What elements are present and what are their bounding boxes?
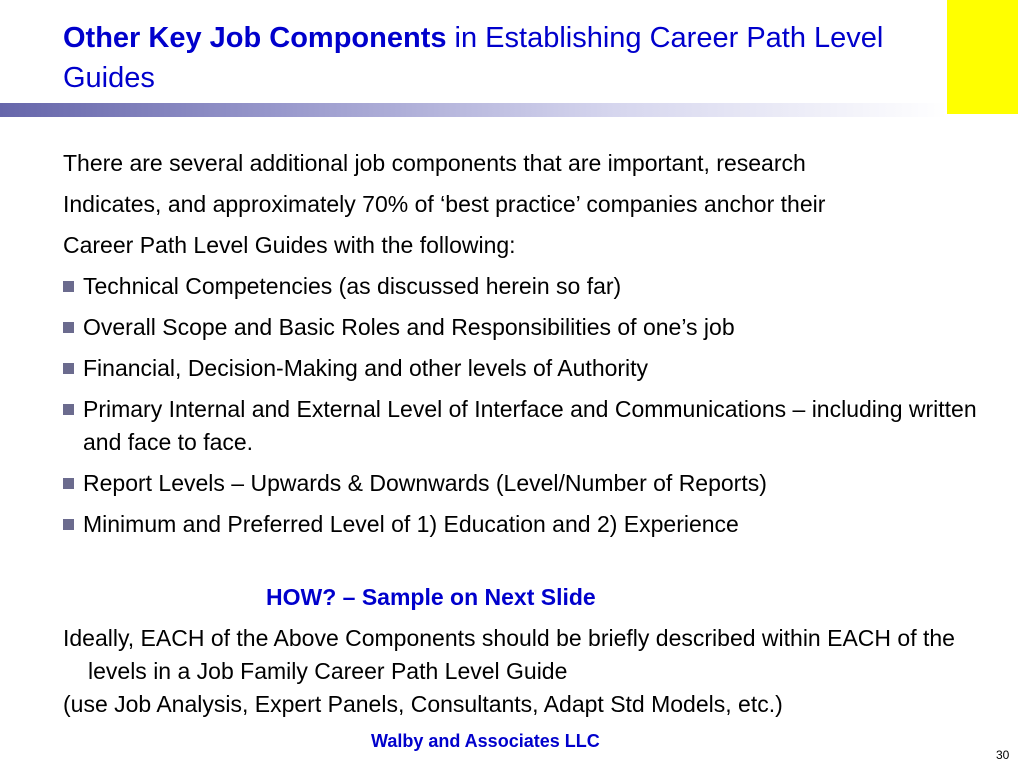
page-number: 30: [996, 748, 1010, 762]
ideally-paragraph: Ideally, EACH of the Above Components should be briefly described within EACH of the levels in a Job Family Career Path Level Guide: [63, 625, 955, 684]
bullet-text: Financial, Decision-Making and other levels of Authority: [83, 355, 649, 381]
intro-line-3: Career Path Level Guides with the following:: [63, 232, 516, 258]
bullet-item: [63, 307, 1018, 348]
square-bullet-icon: [63, 519, 74, 530]
yellow-accent-box: [947, 0, 1018, 114]
square-bullet-icon: [63, 363, 74, 374]
bullet-item: [63, 266, 1018, 307]
bullet-item: [63, 348, 1018, 389]
bullet-text: Overall Scope and Basic Roles and Responsibilities of one’s job: [83, 314, 735, 340]
footer-company: Walby and Associates LLC: [371, 731, 600, 751]
intro-line-2: Indicates, and approximately 70% of ‘best practice’ companies anchor their: [63, 191, 826, 217]
use-note: (use Job Analysis, Expert Panels, Consultants, Adapt Std Models, etc.): [63, 691, 783, 717]
closing-text: [63, 622, 1018, 721]
slide-title: [63, 18, 943, 98]
bullet-text: Technical Competencies (as discussed herein so far): [83, 273, 622, 299]
bullet-item: [63, 463, 1018, 504]
square-bullet-icon: [63, 478, 74, 489]
slide-title-rest: in Establishing Career Path Level Guides: [63, 22, 884, 94]
bullet-text: Minimum and Preferred Level of 1) Education and 2) Experience: [83, 511, 739, 537]
bullet-item: [63, 504, 1018, 545]
title-gradient-bar: [0, 103, 947, 117]
slide-title-bold: Other Key Job Components: [63, 22, 447, 54]
intro-line-1: There are several additional job components that are important, research: [63, 150, 806, 176]
bullet-text: Report Levels – Upwards & Downwards (Level/Number of Reports): [83, 470, 767, 496]
square-bullet-icon: [63, 404, 74, 415]
square-bullet-icon: [63, 322, 74, 333]
square-bullet-icon: [63, 281, 74, 292]
bullet-text: Primary Internal and External Level of Interface and Communications – including written and face to face.: [83, 396, 977, 455]
slide-body: [63, 143, 1018, 545]
bullet-item: [63, 389, 1018, 463]
callout-heading: HOW? – Sample on Next Slide: [266, 584, 596, 610]
